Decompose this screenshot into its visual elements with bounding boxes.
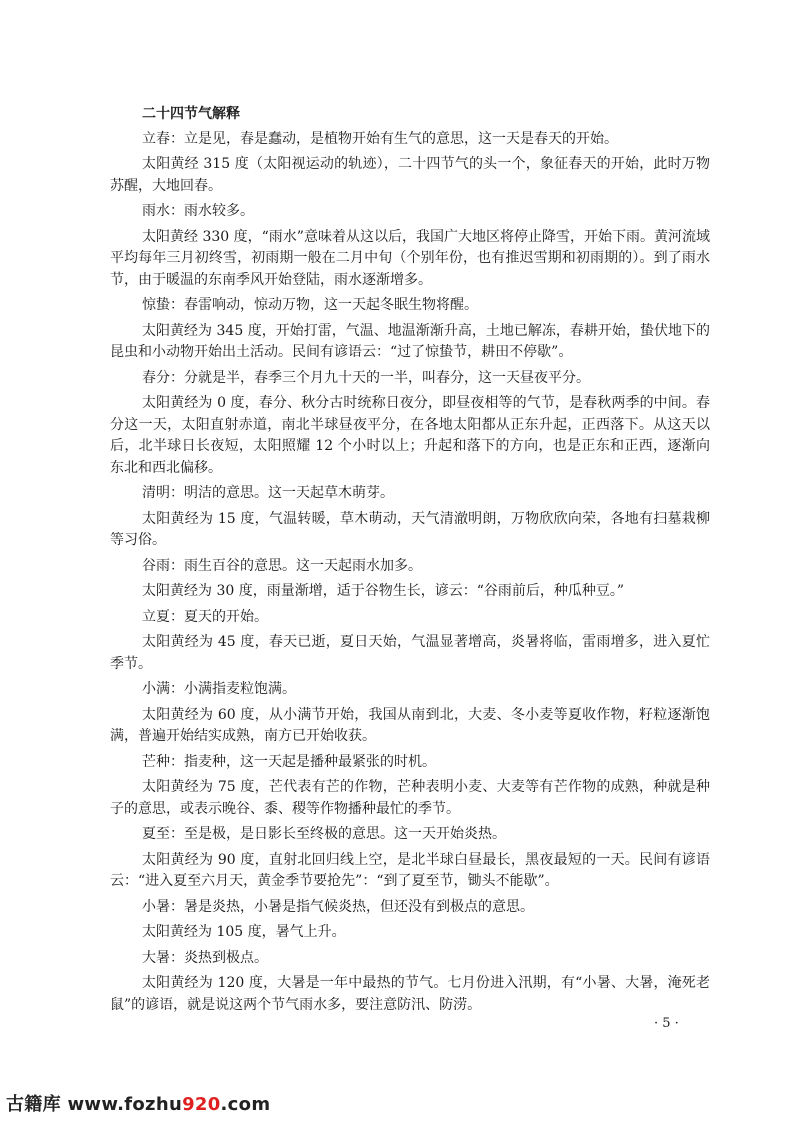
page-number: · 5 · [654,1016,679,1031]
paragraph: 太阳黄经为 90 度，直射北回归线上空，是北半球白昼最长，黑夜最短的一天。民间有谚语云：“进入夏至六月天，黄金季节要抢先”：“到了夏至节，锄头不能歇”。 [110,851,710,889]
paragraph: 大暑：炎热到极点。 [142,949,268,966]
paragraph: 太阳黄经为 15 度，气温转暖，草木萌动，天气清澈明朗，万物欣欣向荣，各地有扫墓栽柳等习俗。 [110,510,710,548]
paragraph: 太阳黄经为 75 度，芒代表有芒的作物，芒种表明小麦、大麦等有芒作物的成熟，种就是种子的意思，或表示晚谷、黍、稷等作物播种最忙的季节。 [110,779,710,817]
document-title: 二十四节气解释 [142,106,240,122]
paragraph: 太阳黄经为 105 度，暑气上升。 [142,924,346,940]
paragraph: 太阳黄经 330 度，“雨水”意味着从这以后，我国广大地区将停止降雪，开始下雨。黄河流域平均每年三月初终雪，初雨期一般在二月中旬（个别年份，也有推迟雪期和初雨期的）。到了雨水节，由于暖温的东南季风开始登陆，雨水逐渐增多。 [110,228,710,288]
watermark-site-name: 古籍库 [6,1094,61,1115]
paragraph: 芒种：指麦种，这一天起是播种最紧张的时机。 [142,753,436,770]
paragraph: 小满：小满指麦粒饱满。 [142,681,296,697]
paragraph: 太阳黄经为 120 度，大暑是一年中最热的节气。七月份进入汛期，有“小暑、大暑，淹死老鼠”的谚语，就是说这两个节气雨水多，要注意防汛、防涝。 [110,975,710,1013]
watermark-url-suffix: .com [220,1094,271,1115]
paragraph: 太阳黄经为 30 度，雨量渐增，适于谷物生长，谚云：“谷雨前后，种瓜种豆。” [142,583,625,599]
paragraph: 惊蛰：春雷响动，惊动万物，这一天起冬眠生物将醒。 [142,297,478,313]
paragraph: 小暑：暑是炎热，小暑是指气候炎热，但还没有到极点的意思。 [142,898,534,915]
paragraph: 太阳黄经为 60 度，从小满节开始，我国从南到北，大麦、冬小麦等夏收作物，籽粒逐渐饱满，普遍开始结实成熟，南方已开始收获。 [110,706,710,744]
document-body [110,104,710,1020]
paragraph: 太阳黄经为 45 度，春天已逝，夏日天始，气温显著增高，炎暑将临，雷雨增多，进入夏忙季节。 [110,634,710,672]
paragraph: 夏至：至是极，是日影长至终极的意思。这一天开始炎热。 [142,826,506,842]
watermark-url-prefix: www.fozhu [67,1094,183,1115]
paragraph: 太阳黄经为 0 度，春分、秋分古时统称日夜分，即昼夜相等的气节，是春秋两季的中间。春分这一天，太阳直射赤道，南北半球昼夜平分，在各地太阳都从正东升起，正西落下。从这天以后，北半球日长夜短，太阳照耀 12 个小时以上；升起和落下的方向，也是正东和正西，逐渐向东北和西北偏移。 [110,395,710,476]
paragraph: 立春：立是见，春是蠢动，是植物开始有生气的意思，这一天是春天的开始。 [142,130,618,147]
paragraph: 太阳黄经 315 度（太阳视运动的轨迹），二十四节气的头一个，象征春天的开始，此时万物苏醒，大地回春。 [110,156,710,194]
paragraph: 春分：分就是半，春季三个月九十天的一半，叫春分，这一天昼夜平分。 [142,369,590,386]
paragraph: 立夏：夏天的开始。 [142,608,268,625]
paragraph: 谷雨：雨生百谷的意思。这一天起雨水加多。 [142,557,422,574]
paragraph: 清明：明洁的意思。这一天起草木萌芽。 [142,485,394,501]
paragraph-list [110,129,710,1017]
site-watermark[interactable] [6,1090,270,1116]
paragraph: 太阳黄经为 345 度，开始打雷，气温、地温渐渐升高，土地已解冻，春耕开始，蛰伏地下的昆虫和小动物开始出土活动。民间有谚语云：“过了惊蛰节，耕田不停歇”。 [110,322,710,360]
watermark-url-number: 920 [182,1094,221,1115]
paragraph: 雨水：雨水较多。 [142,203,254,219]
